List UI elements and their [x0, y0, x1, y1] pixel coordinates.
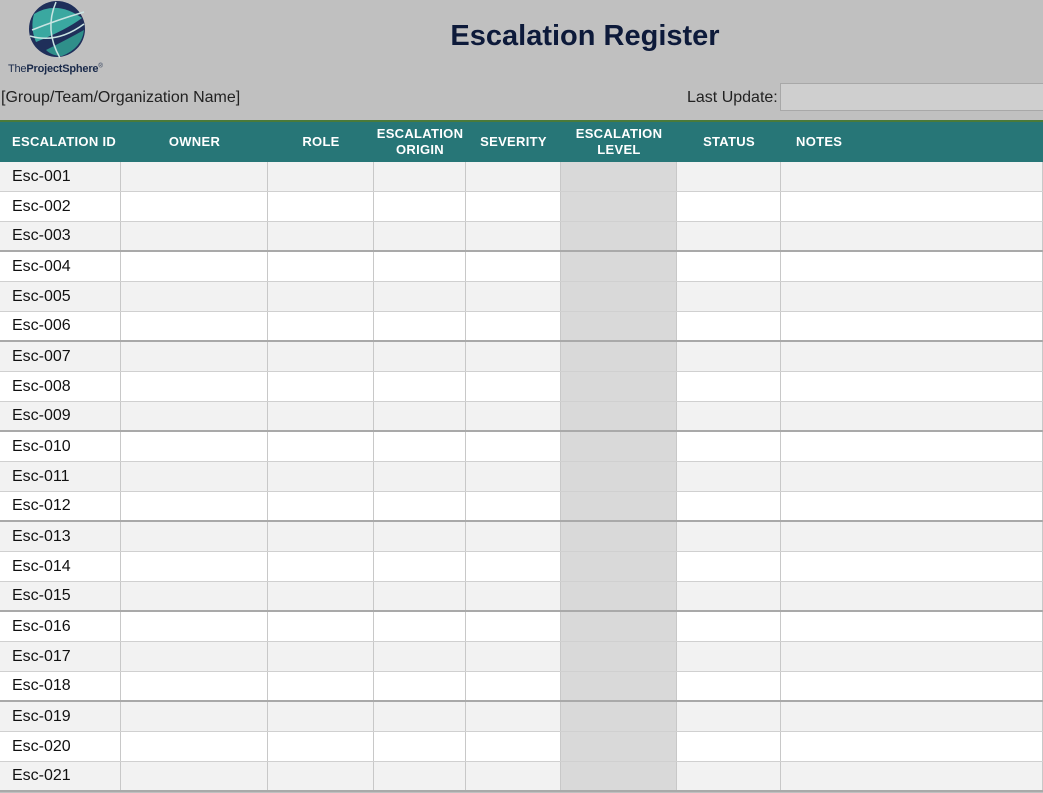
notes-cell[interactable]	[781, 762, 1043, 790]
escalation-table-body	[0, 162, 1043, 793]
column-header-status[interactable]: STATUS	[703, 134, 755, 149]
escalation-id-cell[interactable]: Esc-012	[0, 492, 121, 520]
severity-cell[interactable]	[466, 492, 561, 520]
table-row	[0, 462, 1043, 492]
status-cell[interactable]	[677, 282, 781, 311]
owner-cell[interactable]	[121, 732, 268, 761]
severity-cell[interactable]	[466, 672, 561, 700]
escalation-id-cell[interactable]: Esc-003	[0, 222, 121, 250]
table-row	[0, 432, 1043, 462]
status-cell[interactable]	[677, 162, 781, 191]
table-row	[0, 222, 1043, 252]
role-cell[interactable]	[268, 222, 374, 250]
table-row	[0, 582, 1043, 612]
escalation-id-cell[interactable]: Esc-017	[0, 642, 121, 671]
role-cell[interactable]	[268, 372, 374, 401]
escalation-origin-cell[interactable]	[374, 672, 466, 700]
status-cell[interactable]	[677, 402, 781, 430]
notes-cell[interactable]	[781, 432, 1043, 461]
table-row	[0, 522, 1043, 552]
severity-cell[interactable]	[466, 282, 561, 311]
table-row	[0, 672, 1043, 702]
severity-cell[interactable]	[466, 762, 561, 790]
escalation-id-cell[interactable]: Esc-013	[0, 522, 121, 551]
owner-cell[interactable]	[121, 432, 268, 461]
notes-cell[interactable]	[781, 612, 1043, 641]
escalation-origin-cell[interactable]	[374, 312, 466, 340]
escalation-origin-cell[interactable]	[374, 492, 466, 520]
table-row	[0, 702, 1043, 732]
severity-cell[interactable]	[466, 702, 561, 731]
severity-cell[interactable]	[466, 552, 561, 581]
escalation-level-cell[interactable]	[561, 372, 677, 401]
owner-cell[interactable]	[121, 372, 268, 401]
escalation-origin-cell[interactable]	[374, 372, 466, 401]
escalation-id-cell[interactable]: Esc-001	[0, 162, 121, 191]
escalation-level-cell[interactable]	[561, 402, 677, 430]
owner-cell[interactable]	[121, 492, 268, 520]
owner-cell[interactable]	[121, 672, 268, 700]
escalation-id-cell[interactable]: Esc-002	[0, 192, 121, 221]
severity-cell[interactable]	[466, 222, 561, 250]
column-header-role[interactable]: ROLE	[302, 134, 340, 149]
notes-cell[interactable]	[781, 642, 1043, 671]
page-title: Escalation Register	[450, 20, 720, 52]
role-cell[interactable]	[268, 282, 374, 311]
escalation-level-cell[interactable]	[561, 702, 677, 731]
notes-cell[interactable]	[781, 732, 1043, 761]
table-row	[0, 642, 1043, 672]
column-header-severity[interactable]: SEVERITY	[480, 134, 547, 149]
escalation-id-cell[interactable]: Esc-014	[0, 552, 121, 581]
severity-cell[interactable]	[466, 612, 561, 641]
escalation-level-cell[interactable]	[561, 312, 677, 340]
globe-icon	[26, 0, 88, 60]
escalation-level-cell[interactable]	[561, 582, 677, 610]
notes-cell[interactable]	[781, 492, 1043, 520]
notes-cell[interactable]	[781, 162, 1043, 191]
severity-cell[interactable]	[466, 432, 561, 461]
role-cell[interactable]	[268, 672, 374, 700]
escalation-id-cell[interactable]: Esc-019	[0, 702, 121, 731]
status-cell[interactable]	[677, 462, 781, 491]
owner-cell[interactable]	[121, 282, 268, 311]
severity-cell[interactable]	[466, 582, 561, 610]
notes-cell[interactable]	[781, 282, 1043, 311]
notes-cell[interactable]	[781, 552, 1043, 581]
role-cell[interactable]	[268, 642, 374, 671]
escalation-origin-cell[interactable]	[374, 462, 466, 491]
escalation-origin-cell[interactable]	[374, 222, 466, 250]
status-cell[interactable]	[677, 312, 781, 340]
role-cell[interactable]	[268, 462, 374, 491]
escalation-origin-cell[interactable]	[374, 522, 466, 551]
notes-cell[interactable]	[781, 372, 1043, 401]
owner-cell[interactable]	[121, 222, 268, 250]
escalation-level-cell[interactable]	[561, 732, 677, 761]
status-cell[interactable]	[677, 432, 781, 461]
escalation-id-cell[interactable]: Esc-015	[0, 582, 121, 610]
escalation-level-cell[interactable]	[561, 222, 677, 250]
severity-cell[interactable]	[466, 462, 561, 491]
table-row	[0, 162, 1043, 192]
logo-wordmark: TheProjectSphere®	[8, 63, 103, 75]
role-cell[interactable]	[268, 582, 374, 610]
notes-cell[interactable]	[781, 582, 1043, 610]
escalation-level-cell[interactable]	[561, 192, 677, 221]
table-row	[0, 192, 1043, 222]
status-cell[interactable]	[677, 672, 781, 700]
role-cell[interactable]	[268, 342, 374, 371]
severity-cell[interactable]	[466, 162, 561, 191]
column-header-notes[interactable]: NOTES	[796, 134, 843, 149]
role-cell[interactable]	[268, 552, 374, 581]
status-cell[interactable]	[677, 522, 781, 551]
status-cell[interactable]	[677, 612, 781, 641]
table-row	[0, 282, 1043, 312]
escalation-level-cell[interactable]	[561, 762, 677, 790]
escalation-level-cell[interactable]	[561, 552, 677, 581]
column-header-escalation-level[interactable]: ESCALATION LEVEL	[575, 126, 663, 157]
notes-cell[interactable]	[781, 462, 1043, 491]
owner-cell[interactable]	[121, 312, 268, 340]
table-header	[0, 120, 1043, 162]
status-cell[interactable]	[677, 192, 781, 221]
owner-cell[interactable]	[121, 252, 268, 281]
escalation-level-cell[interactable]	[561, 672, 677, 700]
status-cell[interactable]	[677, 702, 781, 731]
owner-cell[interactable]	[121, 342, 268, 371]
notes-cell[interactable]	[781, 192, 1043, 221]
severity-cell[interactable]	[466, 252, 561, 281]
owner-cell[interactable]	[121, 402, 268, 430]
notes-cell[interactable]	[781, 222, 1043, 250]
severity-cell[interactable]	[466, 522, 561, 551]
escalation-origin-cell[interactable]	[374, 162, 466, 191]
escalation-level-cell[interactable]	[561, 642, 677, 671]
table-row	[0, 402, 1043, 432]
escalation-origin-cell[interactable]	[374, 642, 466, 671]
table-row	[0, 342, 1043, 372]
escalation-id-cell[interactable]: Esc-010	[0, 432, 121, 461]
role-cell[interactable]	[268, 702, 374, 731]
status-cell[interactable]	[677, 582, 781, 610]
escalation-origin-cell[interactable]	[374, 762, 466, 790]
role-cell[interactable]	[268, 312, 374, 340]
table-row	[0, 612, 1043, 642]
escalation-id-cell[interactable]: Esc-021	[0, 762, 121, 790]
group-name-field[interactable]: [Group/Team/Organization Name]	[1, 89, 241, 106]
severity-cell[interactable]	[466, 732, 561, 761]
column-header-owner[interactable]: OWNER	[168, 134, 221, 149]
status-cell[interactable]	[677, 222, 781, 250]
table-row	[0, 252, 1043, 282]
escalation-origin-cell[interactable]	[374, 342, 466, 371]
escalation-origin-cell[interactable]	[374, 612, 466, 641]
escalation-id-cell[interactable]: Esc-016	[0, 612, 121, 641]
owner-cell[interactable]	[121, 612, 268, 641]
severity-cell[interactable]	[466, 642, 561, 671]
last-update-label: Last Update:	[687, 89, 778, 106]
escalation-id-cell[interactable]: Esc-020	[0, 732, 121, 761]
severity-cell[interactable]	[466, 312, 561, 340]
table-row	[0, 372, 1043, 402]
notes-cell[interactable]	[781, 312, 1043, 340]
table-row	[0, 312, 1043, 342]
owner-cell[interactable]	[121, 162, 268, 191]
status-cell[interactable]	[677, 252, 781, 281]
status-cell[interactable]	[677, 342, 781, 371]
escalation-level-cell[interactable]	[561, 612, 677, 641]
escalation-level-cell[interactable]	[561, 492, 677, 520]
severity-cell[interactable]	[466, 342, 561, 371]
role-cell[interactable]	[268, 762, 374, 790]
column-header-escalation-id[interactable]: ESCALATION ID	[12, 134, 117, 149]
role-cell[interactable]	[268, 192, 374, 221]
role-cell[interactable]	[268, 522, 374, 551]
owner-cell[interactable]	[121, 552, 268, 581]
escalation-id-cell[interactable]: Esc-006	[0, 312, 121, 340]
escalation-level-cell[interactable]	[561, 462, 677, 491]
escalation-level-cell[interactable]	[561, 522, 677, 551]
owner-cell[interactable]	[121, 462, 268, 491]
escalation-level-cell[interactable]	[561, 282, 677, 311]
escalation-origin-cell[interactable]	[374, 432, 466, 461]
role-cell[interactable]	[268, 492, 374, 520]
owner-cell[interactable]	[121, 582, 268, 610]
header-band	[0, 0, 1043, 120]
status-cell[interactable]	[677, 642, 781, 671]
notes-cell[interactable]	[781, 402, 1043, 430]
owner-cell[interactable]	[121, 192, 268, 221]
role-cell[interactable]	[268, 402, 374, 430]
escalation-origin-cell[interactable]	[374, 552, 466, 581]
escalation-id-cell[interactable]: Esc-004	[0, 252, 121, 281]
notes-cell[interactable]	[781, 672, 1043, 700]
severity-cell[interactable]	[466, 402, 561, 430]
status-cell[interactable]	[677, 372, 781, 401]
escalation-level-cell[interactable]	[561, 342, 677, 371]
severity-cell[interactable]	[466, 372, 561, 401]
table-row	[0, 492, 1043, 522]
column-header-escalation-origin[interactable]: ESCALATION ORIGIN	[376, 126, 464, 157]
notes-cell[interactable]	[781, 342, 1043, 371]
status-cell[interactable]	[677, 732, 781, 761]
owner-cell[interactable]	[121, 762, 268, 790]
escalation-id-cell[interactable]: Esc-018	[0, 672, 121, 700]
escalation-id-cell[interactable]: Esc-011	[0, 462, 121, 491]
role-cell[interactable]	[268, 252, 374, 281]
table-row	[0, 732, 1043, 762]
role-cell[interactable]	[268, 612, 374, 641]
escalation-level-cell[interactable]	[561, 432, 677, 461]
role-cell[interactable]	[268, 162, 374, 191]
status-cell[interactable]	[677, 552, 781, 581]
escalation-origin-cell[interactable]	[374, 582, 466, 610]
notes-cell[interactable]	[781, 252, 1043, 281]
escalation-id-cell[interactable]: Esc-005	[0, 282, 121, 311]
severity-cell[interactable]	[466, 192, 561, 221]
escalation-level-cell[interactable]	[561, 162, 677, 191]
escalation-origin-cell[interactable]	[374, 702, 466, 731]
escalation-origin-cell[interactable]	[374, 252, 466, 281]
escalation-origin-cell[interactable]	[374, 282, 466, 311]
owner-cell[interactable]	[121, 522, 268, 551]
escalation-origin-cell[interactable]	[374, 732, 466, 761]
notes-cell[interactable]	[781, 522, 1043, 551]
logo	[6, 0, 116, 80]
owner-cell[interactable]	[121, 702, 268, 731]
escalation-id-cell[interactable]: Esc-008	[0, 372, 121, 401]
status-cell[interactable]	[677, 762, 781, 790]
escalation-id-cell[interactable]: Esc-009	[0, 402, 121, 430]
role-cell[interactable]	[268, 732, 374, 761]
table-row	[0, 552, 1043, 582]
escalation-id-cell[interactable]: Esc-007	[0, 342, 121, 371]
last-update-field[interactable]	[780, 83, 1043, 111]
owner-cell[interactable]	[121, 642, 268, 671]
escalation-origin-cell[interactable]	[374, 192, 466, 221]
role-cell[interactable]	[268, 432, 374, 461]
escalation-origin-cell[interactable]	[374, 402, 466, 430]
notes-cell[interactable]	[781, 702, 1043, 731]
status-cell[interactable]	[677, 492, 781, 520]
table-row	[0, 762, 1043, 792]
escalation-level-cell[interactable]	[561, 252, 677, 281]
